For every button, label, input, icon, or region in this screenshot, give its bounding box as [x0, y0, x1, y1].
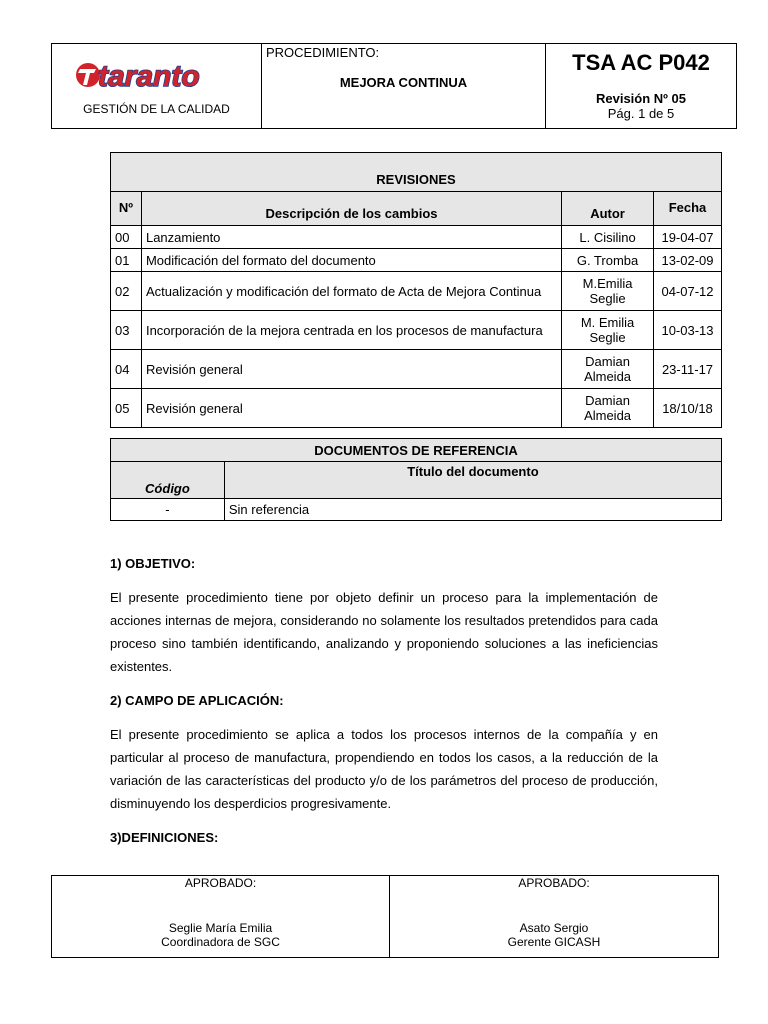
reference-title: Sin referencia — [224, 499, 721, 521]
table-row — [111, 499, 722, 521]
approval-left — [52, 876, 390, 957]
definiciones-heading: 3)DEFINICIONES: — [110, 830, 219, 845]
code-cell — [546, 44, 736, 128]
procedure-title: MEJORA CONTINUA — [339, 75, 468, 90]
department-label: GESTIÓN DE LA CALIDAD — [83, 102, 230, 116]
document-header — [51, 43, 737, 129]
col-header-date: Fecha — [654, 192, 722, 226]
approver-role: Coordinadora de SGC — [161, 935, 280, 949]
revision-no: 02 — [111, 272, 142, 311]
revision-date: 04-07-12 — [654, 272, 722, 311]
table-row — [111, 311, 722, 350]
revision-description: Incorporación de la mejora centrada en los procesos de manufactura — [141, 311, 561, 350]
revision-author: Damian Almeida — [562, 389, 654, 428]
revision-no: 00 — [111, 226, 142, 249]
approval-label: APROBADO: — [518, 876, 590, 890]
revision-date: 10-03-13 — [654, 311, 722, 350]
approval-label: APROBADO: — [184, 876, 257, 890]
objetivo-paragraph: El presente procedimiento tiene por objeto definir un proceso para la implementación de acciones internas de mejora, considerando no solamente los resultados pretendidos para cada proceso sino también identificando, analizando y proponiendo soluciones a las ineficiencias existentes. — [110, 590, 658, 674]
table-row — [111, 226, 722, 249]
table-row — [111, 389, 722, 428]
revision-description: Revisión general — [141, 350, 561, 389]
revision-author: Damian Almeida — [562, 350, 654, 389]
document-code: TSA AC P042 — [572, 50, 710, 75]
revision-date: 13-02-09 — [654, 249, 722, 272]
revision-description: Actualización y modificación del formato de Acta de Mejora Continua — [141, 272, 561, 311]
revision-no: 04 — [111, 350, 142, 389]
revision-no: 03 — [111, 311, 142, 350]
col-header-description: Descripción de los cambios — [141, 192, 561, 226]
revision-description: Lanzamiento — [141, 226, 561, 249]
revision-author: M.Emilia Seglie — [562, 272, 654, 311]
revision-description: Modificación del formato del documento — [141, 249, 561, 272]
approver-name: Asato Sergio — [519, 921, 589, 935]
revision-number: Revisión Nº 05 — [595, 91, 686, 106]
reference-code: - — [111, 499, 225, 521]
revision-no: 01 — [111, 249, 142, 272]
taranto-logo — [72, 58, 240, 92]
campo-paragraph: El presente procedimiento se aplica a todos los procesos internos de la compañía y en particular al proceso de manufactura, propendiendo en todos los casos, a la reducción de la variación de las características del producto y/o de los parámetros del proceso de producción, disminuyendo los desperdicios progresivamente. — [110, 727, 658, 811]
approver-role: Gerente GICASH — [507, 935, 601, 949]
procedure-label: PROCEDIMIENTO: — [266, 45, 380, 60]
revisions-table — [110, 152, 722, 428]
approval-footer — [51, 875, 719, 958]
approval-right — [390, 876, 718, 957]
procedure-cell — [262, 44, 546, 128]
revision-description: Revisión general — [141, 389, 561, 428]
col-header-title: Título del documento — [224, 462, 721, 499]
revision-author: L. Cisilino — [562, 226, 654, 249]
revision-date: 23-11-17 — [654, 350, 722, 389]
table-row — [111, 249, 722, 272]
revision-author: M. Emilia Seglie — [562, 311, 654, 350]
approver-name: Seglie María Emilia — [168, 921, 273, 935]
revision-author: G. Tromba — [562, 249, 654, 272]
page-number: Pág. 1 de 5 — [607, 106, 675, 121]
logo-cell — [52, 44, 262, 128]
revision-date: 18/10/18 — [654, 389, 722, 428]
revisions-title: REVISIONES — [111, 153, 722, 192]
references-table — [110, 438, 722, 521]
table-row — [111, 350, 722, 389]
col-header-no: Nº — [111, 192, 142, 226]
logo-wordmark: taranto — [98, 60, 200, 92]
revision-no: 05 — [111, 389, 142, 428]
objetivo-heading: 1) OBJETIVO: — [110, 556, 196, 571]
table-row — [111, 272, 722, 311]
col-header-author: Autor — [562, 192, 654, 226]
revision-date: 19-04-07 — [654, 226, 722, 249]
col-header-code: Código — [111, 462, 225, 499]
campo-heading: 2) CAMPO DE APLICACIÓN: — [110, 693, 284, 708]
references-title: DOCUMENTOS DE REFERENCIA — [111, 439, 722, 462]
